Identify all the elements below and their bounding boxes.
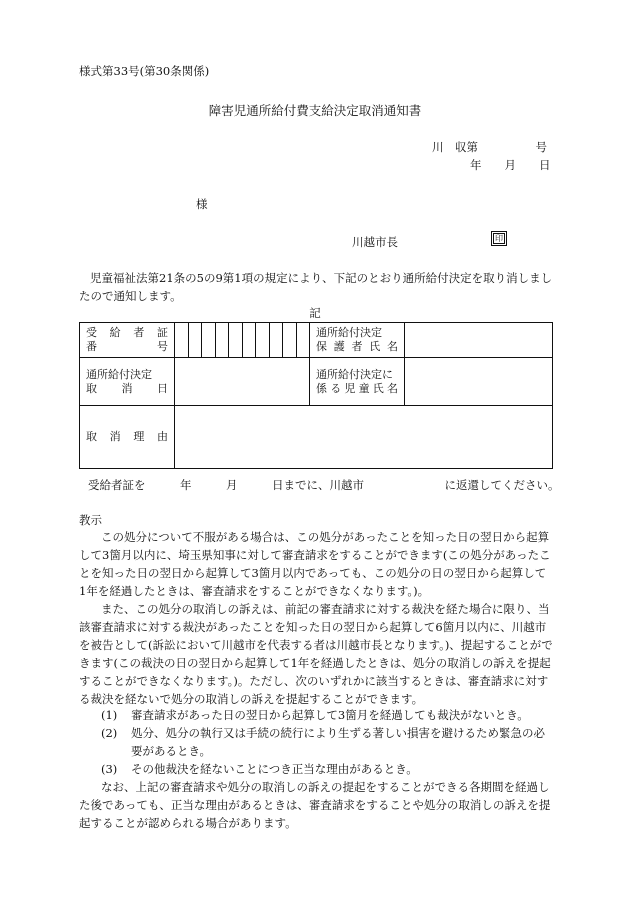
form-number: 様式第33号(第30条関係): [79, 64, 210, 78]
issuer-name: 川越市長: [352, 235, 398, 249]
item-text: 処分、処分の執行又は手続の続行により生ずる著しい損害を避けるため緊急の必要があるとき。: [131, 726, 545, 758]
item-number: (1): [101, 708, 118, 722]
cancel-date-label: 通所給付決定 取 消 日: [80, 358, 175, 406]
return-instruction: 受給者証を 年 月 日までに、川越市 に返還してください。: [88, 478, 560, 492]
notice-heading: 教示: [79, 513, 102, 527]
child-name-label: 通所給付決定に 係 る 児 童 氏 名: [310, 358, 405, 406]
notice-item-3: [79, 760, 553, 778]
recipient-number-field[interactable]: [175, 323, 310, 358]
item-text: 審査請求があった日の翌日から起算して3箇月を経過しても裁決がないとき。: [131, 708, 529, 722]
notice-paragraph-3: なお、上記の審査請求や処分の取消しの訴えの提起をすることができる各期間を経過した後であっても、正当な理由があるときは、審査請求をすることや処分の取消しの訴えを提起することが認められる場合があります。: [79, 780, 551, 830]
item-number: (3): [101, 762, 118, 776]
seal-char: 印: [495, 233, 503, 243]
recipient-number-label: 受 給 者 証 番 号: [80, 323, 175, 358]
notice-paragraph-1: この処分について不服がある場合は、この処分があったことを知った日の翌日から起算して3箇月以内に、埼玉県知事に対して審査請求をすることができます(この処分があったことを知った日の翌日から起算して3箇月以内であっても、この処分の日の翌日から起算して1年を経過したときは、審査請求をすることができなくなります。)。: [79, 530, 551, 598]
item-text: その他裁決を経ないことにつき正当な理由があるとき。: [131, 762, 418, 776]
seal-stamp: [491, 231, 507, 246]
notice-paragraph-2: また、この処分の取消しの訴えは、前記の審査請求に対する裁決を経た場合に限り、当該審査請求に対する裁決があったことを知った日の翌日から起算して6箇月以内に、川越市を被告として(訴訟において川越市を代表する者は川越市長となります。)、提起することができます(この裁決の日の翌日から起算して1年を経過したときは、処分の取消しの訴えを提起することができなくなります。)。ただし、次のいずれかに該当するときは、審査請求に対する裁決を経ないで処分の取消しの訴えを提起することができます。: [79, 602, 553, 706]
cancel-reason-field[interactable]: [175, 406, 553, 469]
child-name-field[interactable]: [405, 358, 553, 406]
document-number: 川 収第 号: [432, 140, 547, 154]
intro-text: 児童福祉法第21条の5の9第1項の規定により、下記のとおり通所給付決定を取り消しましたので通知します。: [79, 271, 553, 303]
notice-item-1: [79, 706, 553, 724]
date-line: 年 月 日: [470, 158, 551, 172]
cancel-date-field[interactable]: [175, 358, 310, 406]
item-number: (2): [101, 726, 118, 740]
document-title: 障害児通所給付費支給決定取消通知書: [208, 103, 422, 118]
decision-table: [79, 322, 553, 469]
notice-item-2: [79, 724, 553, 760]
addressee-suffix: 様: [196, 197, 208, 211]
guardian-name-label: 通所給付決定 保 護 者 氏 名: [310, 323, 405, 358]
guardian-name-field[interactable]: [405, 323, 553, 358]
cancel-reason-label: 取 消 理 由: [80, 406, 175, 469]
ki-heading: 記: [309, 306, 321, 320]
